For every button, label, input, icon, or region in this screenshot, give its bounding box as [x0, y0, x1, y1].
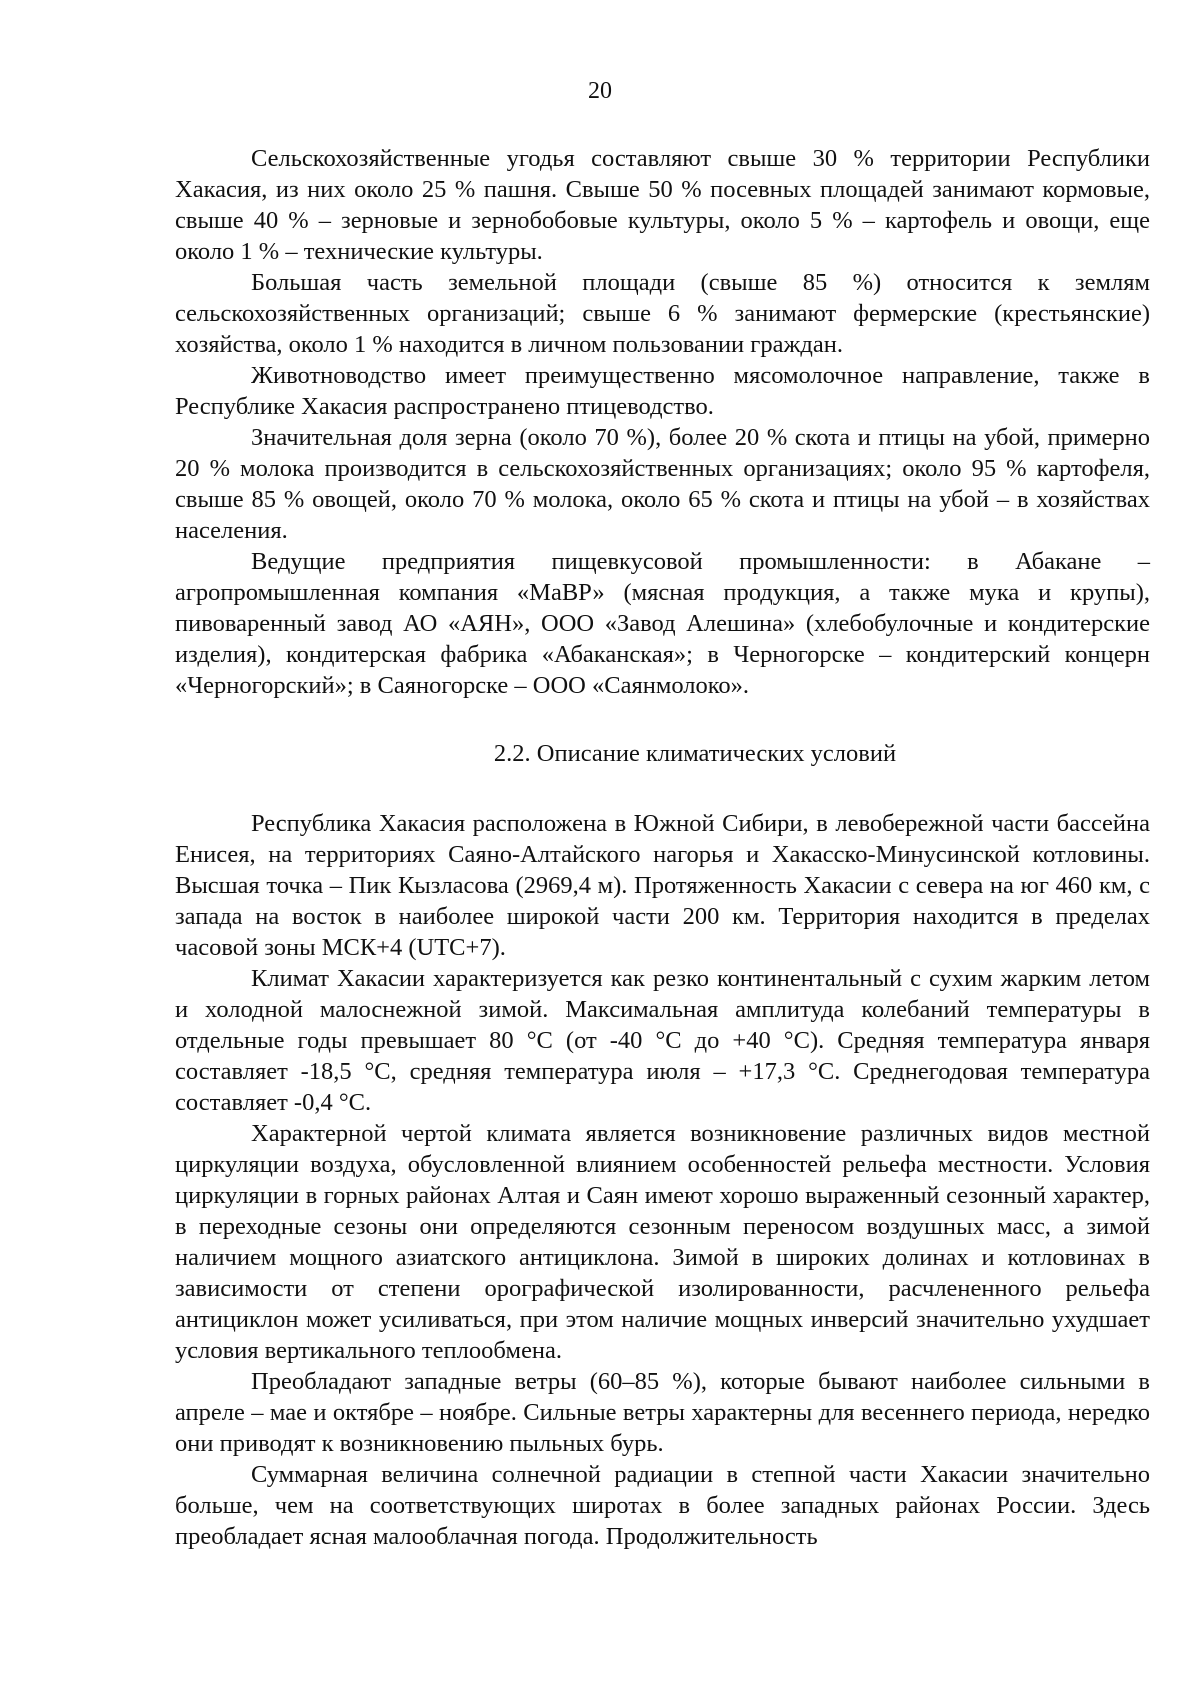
paragraph-land-ownership: Большая часть земельной площади (свыше 85 %) относится к землям сельскохозяйственных организаций; свыше 6 % занимают фермерские (крестьянские) хозяйства, около 1 % находится в личном пользовании граждан.	[175, 269, 1150, 358]
page-number: 20	[588, 78, 612, 104]
paragraph-solar-radiation: Суммарная величина солнечной радиации в степной части Хакасии значительно больше, чем на соответствующих широтах в более западных районах России. Здесь преобладает ясная малооблачная погода. Продолжительность	[175, 1461, 1150, 1550]
paragraph-food-industry: Ведущие предприятия пищевкусовой промышленности: в Абакане – агропромышленная компания «МаВР» (мясная продукция, а также мука и крупы), пивоваренный завод АО «АЯН», ООО «Завод Алешина» (хлебобулочные и кондитерские изделия), кондитерская фабрика «Абаканская»; в Черногорске – кондитерский концерн «Черногорский»; в Саяногорске – ООО «Саянмолоко».	[175, 548, 1150, 699]
paragraph-livestock: Животноводство имеет преимущественно мясомолочное направление, также в Республике Хакасия распространено птицеводство.	[175, 362, 1150, 420]
paragraph-geography: Республика Хакасия расположена в Южной Сибири, в левобережной части бассейна Енисея, на территориях Саяно-Алтайского нагорья и Хакасско-Минусинской котловины. Высшая точка – Пик Кызласова (2969,4 м). Протяженность Хакасии с севера на юг 460 км, с запада на восток в наиболее широкой части 200 км. Территория находится в пределах часовой зоны МСК+4 (UTC+7).	[175, 810, 1150, 961]
section-heading-climate: 2.2. Описание климатических условий	[493, 740, 897, 767]
paragraph-air-circulation: Характерной чертой климата является возникновение различных видов местной циркуляции воздуха, обусловленной влиянием особенностей рельефа местности. Условия циркуляции в горных районах Алтая и Саян имеют хорошо выраженный сезонный характер, в переходные сезоны они определяются сезонным переносом воздушных масс, а зимой наличием мощного азиатского антициклона. Зимой в широких долинах и котловинах в зависимости от степени орографической изолированности, расчлененного рельефа антициклон может усиливаться, при этом наличие мощных инверсий значительно ухудшает условия вертикального теплообмена.	[175, 1120, 1150, 1364]
paragraph-climate-type: Климат Хакасии характеризуется как резко континентальный с сухим жарким летом и холодной малоснежной зимой. Максимальная амплитуда колебаний температуры в отдельные годы превышает 80 °C (от -40 °C до +40 °C). Средняя температура января составляет -18,5 °C, средняя температура июля – +17,3 °C. Среднегодовая температура составляет -0,4 °C.	[175, 965, 1150, 1116]
paragraph-agricultural-land: Сельскохозяйственные угодья составляют свыше 30 % территории Республики Хакасия, из них около 25 % пашня. Свыше 50 % посевных площадей занимают кормовые, свыше 40 % – зерновые и зернобобовые культуры, около 5 % – картофель и овощи, еще около 1 % – технические культуры.	[175, 145, 1150, 265]
paragraph-production-shares: Значительная доля зерна (около 70 %), более 20 % скота и птицы на убой, примерно 20 % молока производится в сельскохозяйственных организациях; около 95 % картофеля, свыше 85 % овощей, около 70 % молока, около 65 % скота и птицы на убой – в хозяйствах населения.	[175, 424, 1150, 544]
paragraph-winds: Преобладают западные ветры (60–85 %), которые бывают наиболее сильными в апреле – мае и октябре – ноябре. Сильные ветры характерны для весеннего периода, нередко они приводят к возникновению пыльных бурь.	[175, 1368, 1150, 1457]
document-body	[175, 143, 1150, 1552]
